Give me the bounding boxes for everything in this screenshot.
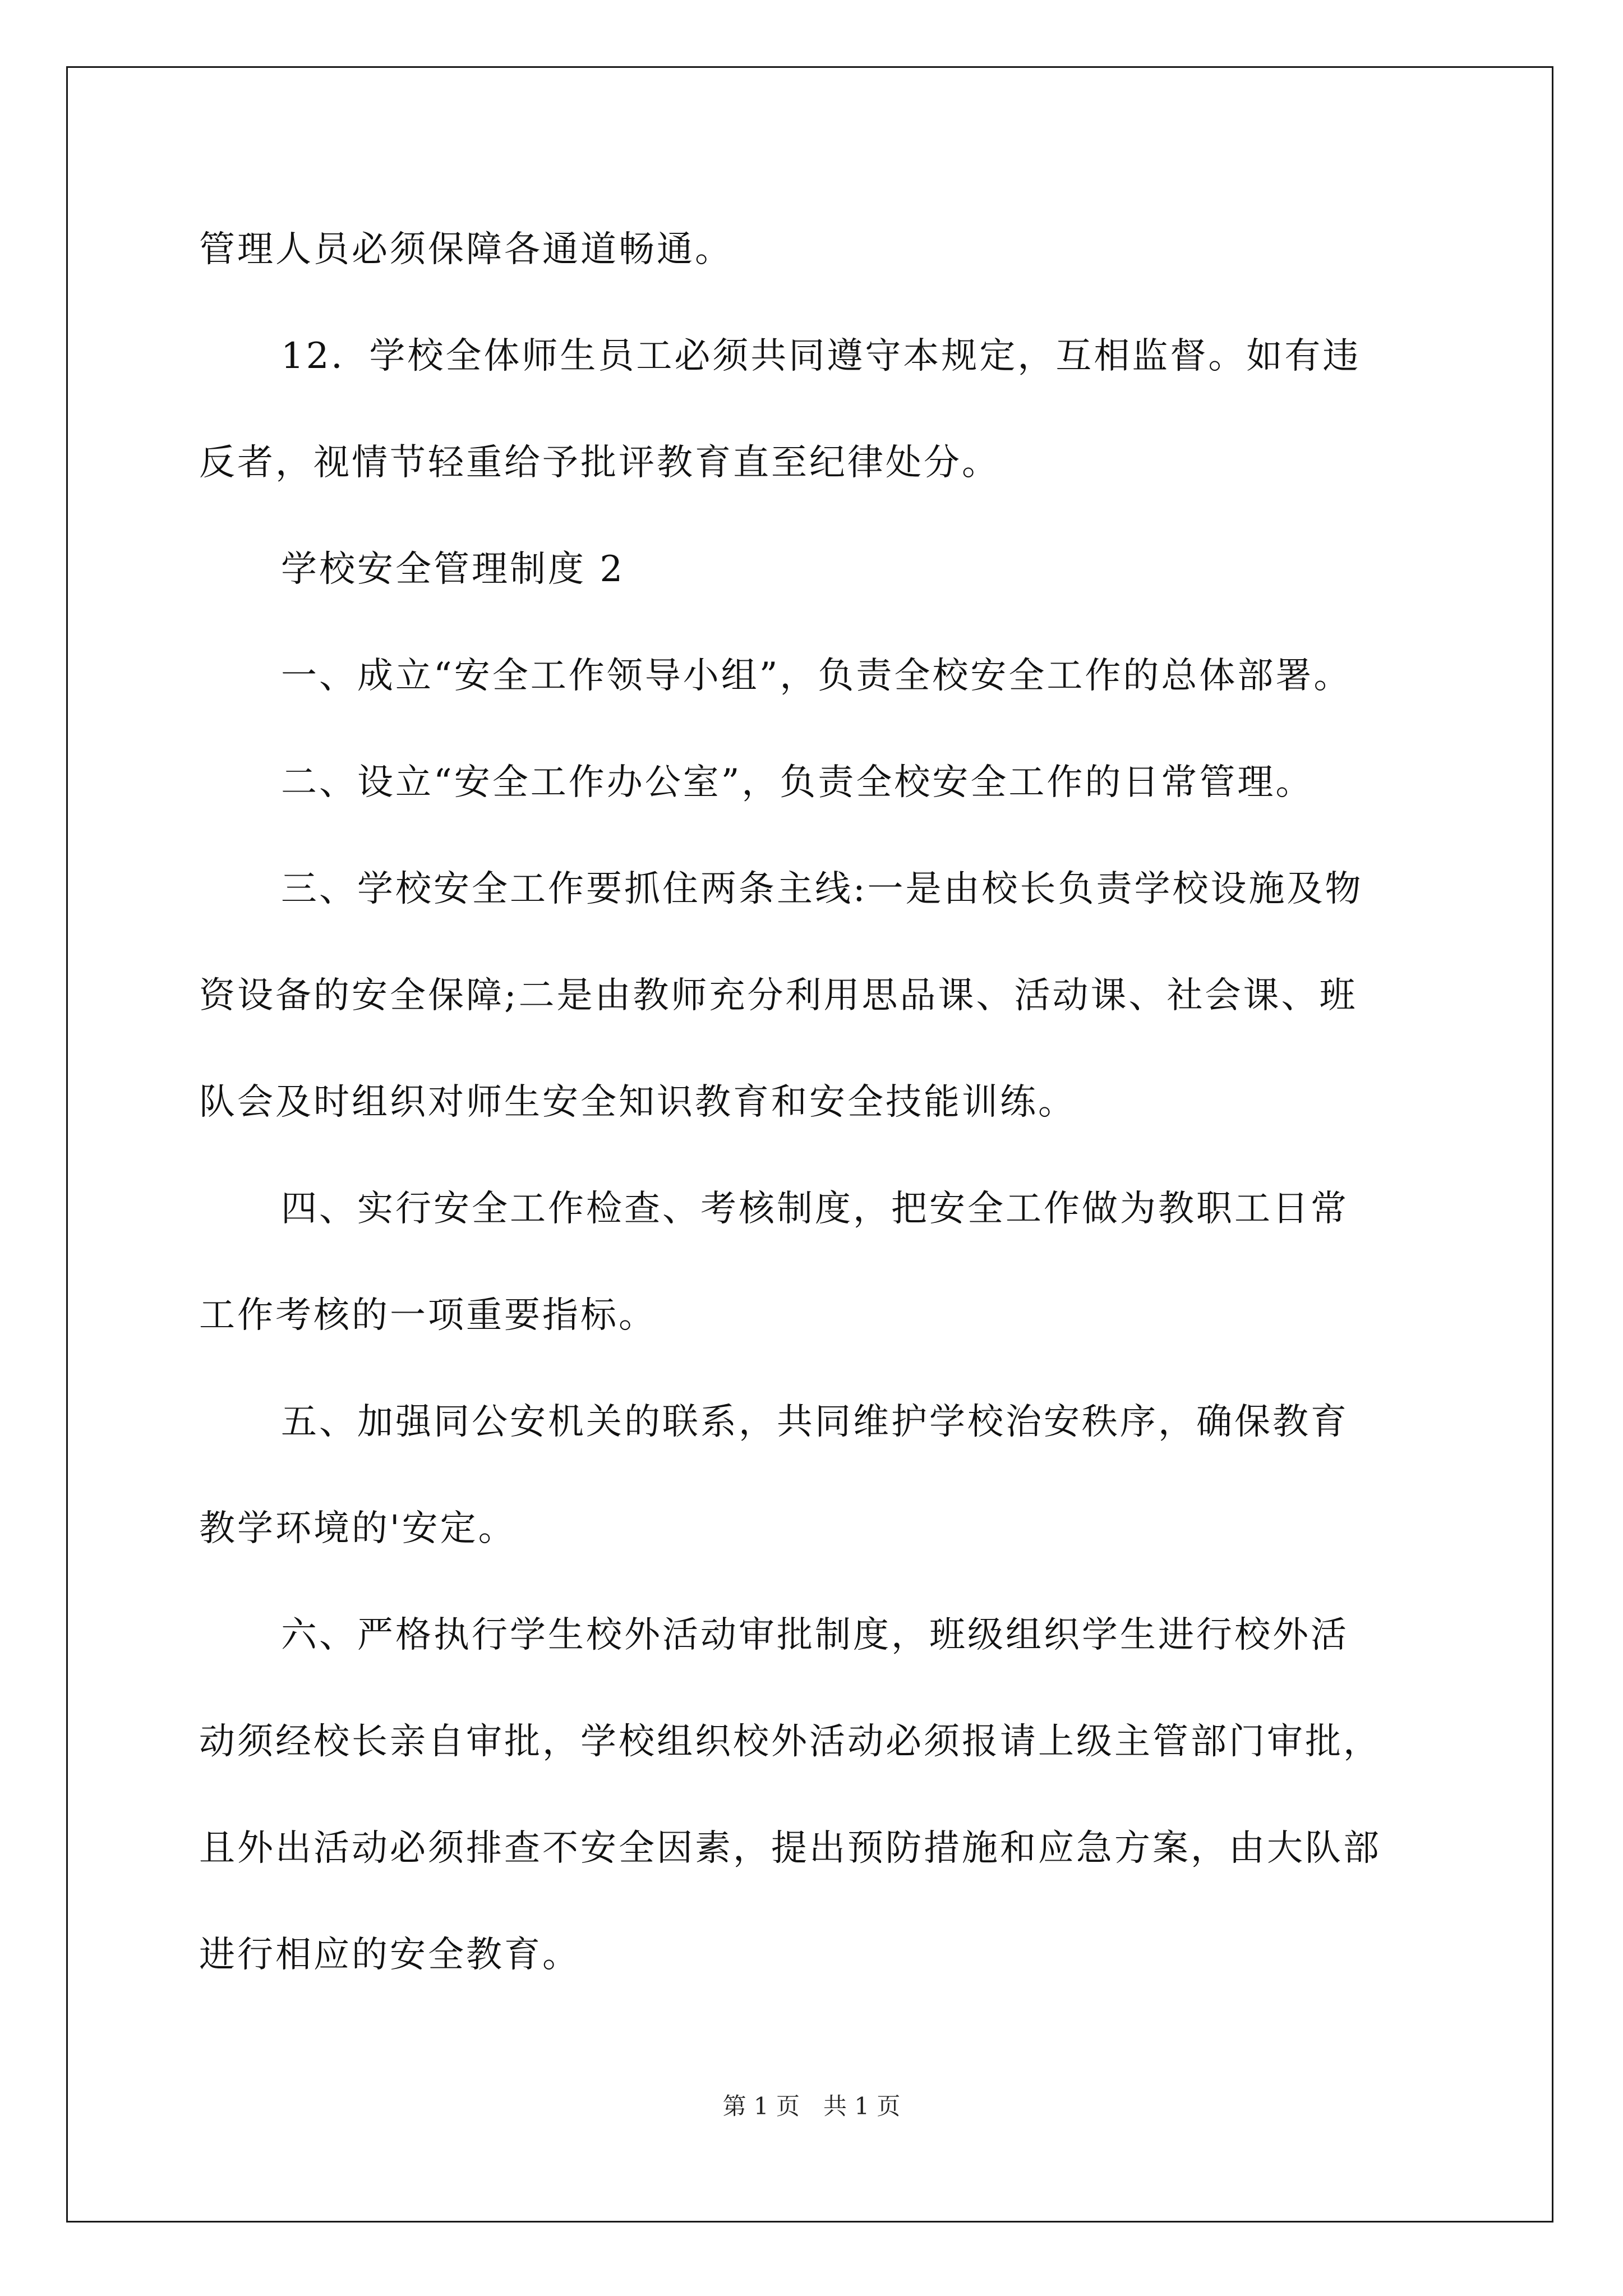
text-line: 管理人员必须保障各通道畅通。 <box>199 229 733 270</box>
text-line: 进行相应的安全教育。 <box>199 1934 580 1976</box>
section-heading: 学校安全管理制度 2 <box>281 549 625 590</box>
text-line: 六、严格执行学生校外活动审批制度，班级组织学生进行校外活 <box>281 1614 1349 1656</box>
text-line: 四、实行安全工作检查、考核制度，把安全工作做为教职工日常 <box>281 1188 1349 1230</box>
page-border <box>66 66 1553 2223</box>
text-line: 教学环境的'安定。 <box>199 1508 517 1549</box>
text-line: 12．学校全体师生员工必须共同遵守本规定，互相监督。如有违 <box>281 335 1361 377</box>
text-line: 二、设立“安全工作办公室”，负责全校安全工作的日常管理。 <box>281 762 1314 803</box>
page-footer: 第 1 页 共 1 页 <box>722 2092 901 2120</box>
text-line: 工作考核的一项重要指标。 <box>199 1295 657 1336</box>
text-line: 队会及时组织对师生安全知识教育和安全技能训练。 <box>199 1082 1076 1123</box>
text-line: 动须经校长亲自审批，学校组织校外活动必须报请上级主管部门审批， <box>199 1721 1381 1763</box>
text-line: 三、学校安全工作要抓住两条主线:一是由校长负责学校设施及物 <box>281 868 1363 910</box>
text-line: 五、加强同公安机关的联系，共同维护学校治安秩序，确保教育 <box>281 1401 1349 1443</box>
text-line: 资设备的安全保障;二是由教师充分利用思品课、活动课、社会课、班 <box>199 975 1358 1016</box>
text-line: 且外出活动必须排查不安全因素，提出预防措施和应急方案，由大队部 <box>199 1828 1381 1869</box>
text-line: 反者，视情节轻重给予批评教育直至纪律处分。 <box>199 442 1000 484</box>
text-line: 一、成立“安全工作领导小组”，负责全校安全工作的总体部署。 <box>281 655 1352 697</box>
